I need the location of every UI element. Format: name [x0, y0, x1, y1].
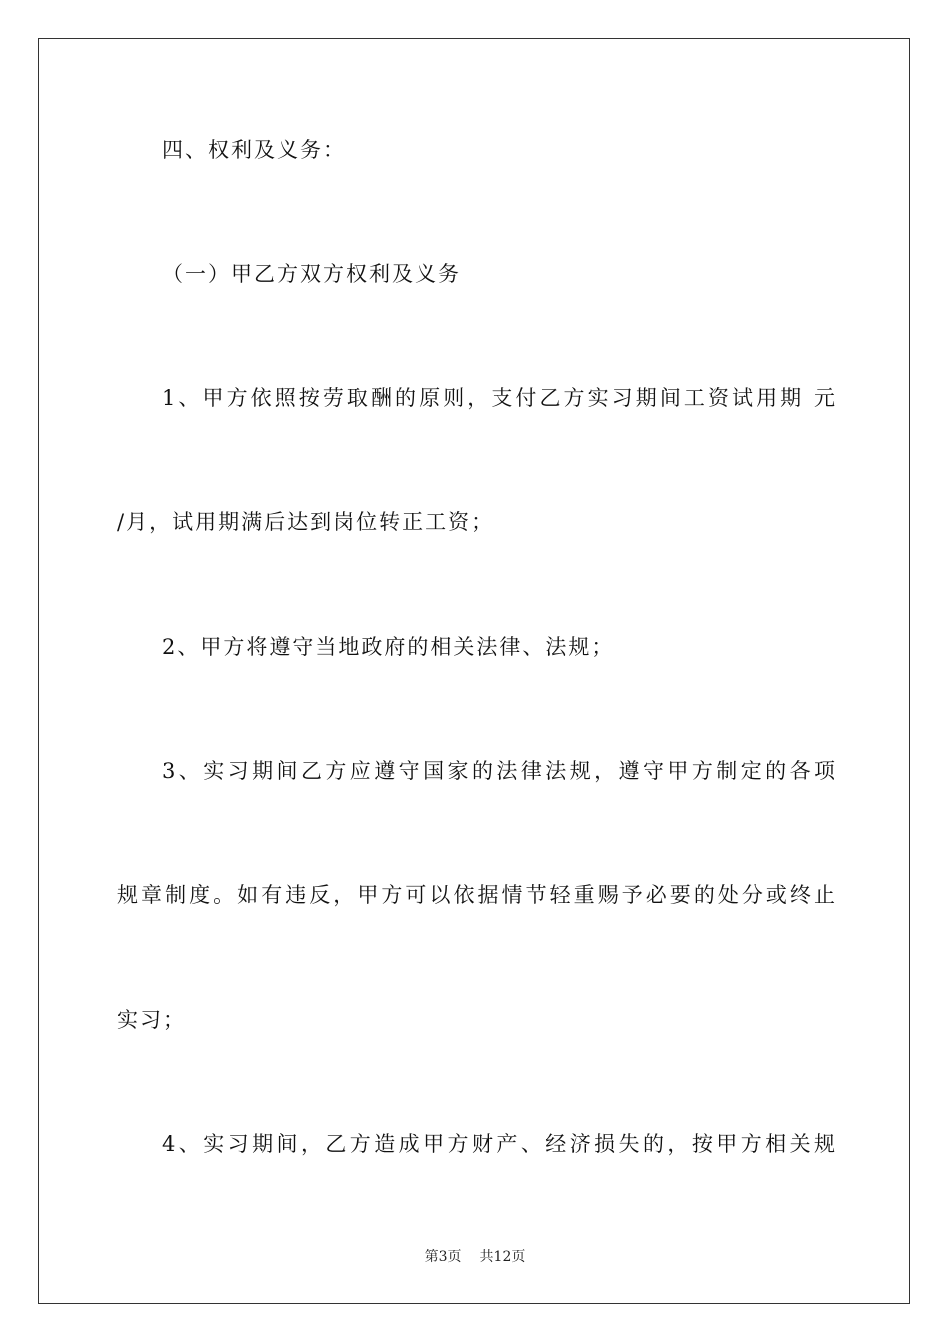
paragraph-line: /月，试用期满后达到岗位转正工资；: [117, 510, 495, 534]
paragraph-line: 2、甲方将遵守当地政府的相关法律、法规；: [162, 635, 615, 659]
paragraph-line: 实习；: [117, 1008, 186, 1032]
page-border: [38, 38, 910, 1304]
subsection-heading: （一）甲乙方双方权利及义务: [162, 262, 461, 286]
paragraph-line: 3、实习期间乙方应遵守国家的法律法规，遵守甲方制定的各项: [162, 759, 837, 783]
paragraph-line: 1、甲方依照按劳取酬的原则，支付乙方实习期间工资试用期 元: [162, 386, 837, 410]
page-footer: [0, 1247, 950, 1267]
page-number: 第3页: [424, 1249, 462, 1265]
page-total: 共12页: [479, 1249, 526, 1265]
paragraph-line: 4、实习期间，乙方造成甲方财产、经济损失的，按甲方相关规: [162, 1132, 837, 1156]
paragraph-line: 规章制度。如有违反，甲方可以依据情节轻重赐予必要的处分或终止: [117, 883, 837, 907]
section-heading: 四、权利及义务：: [162, 138, 346, 162]
